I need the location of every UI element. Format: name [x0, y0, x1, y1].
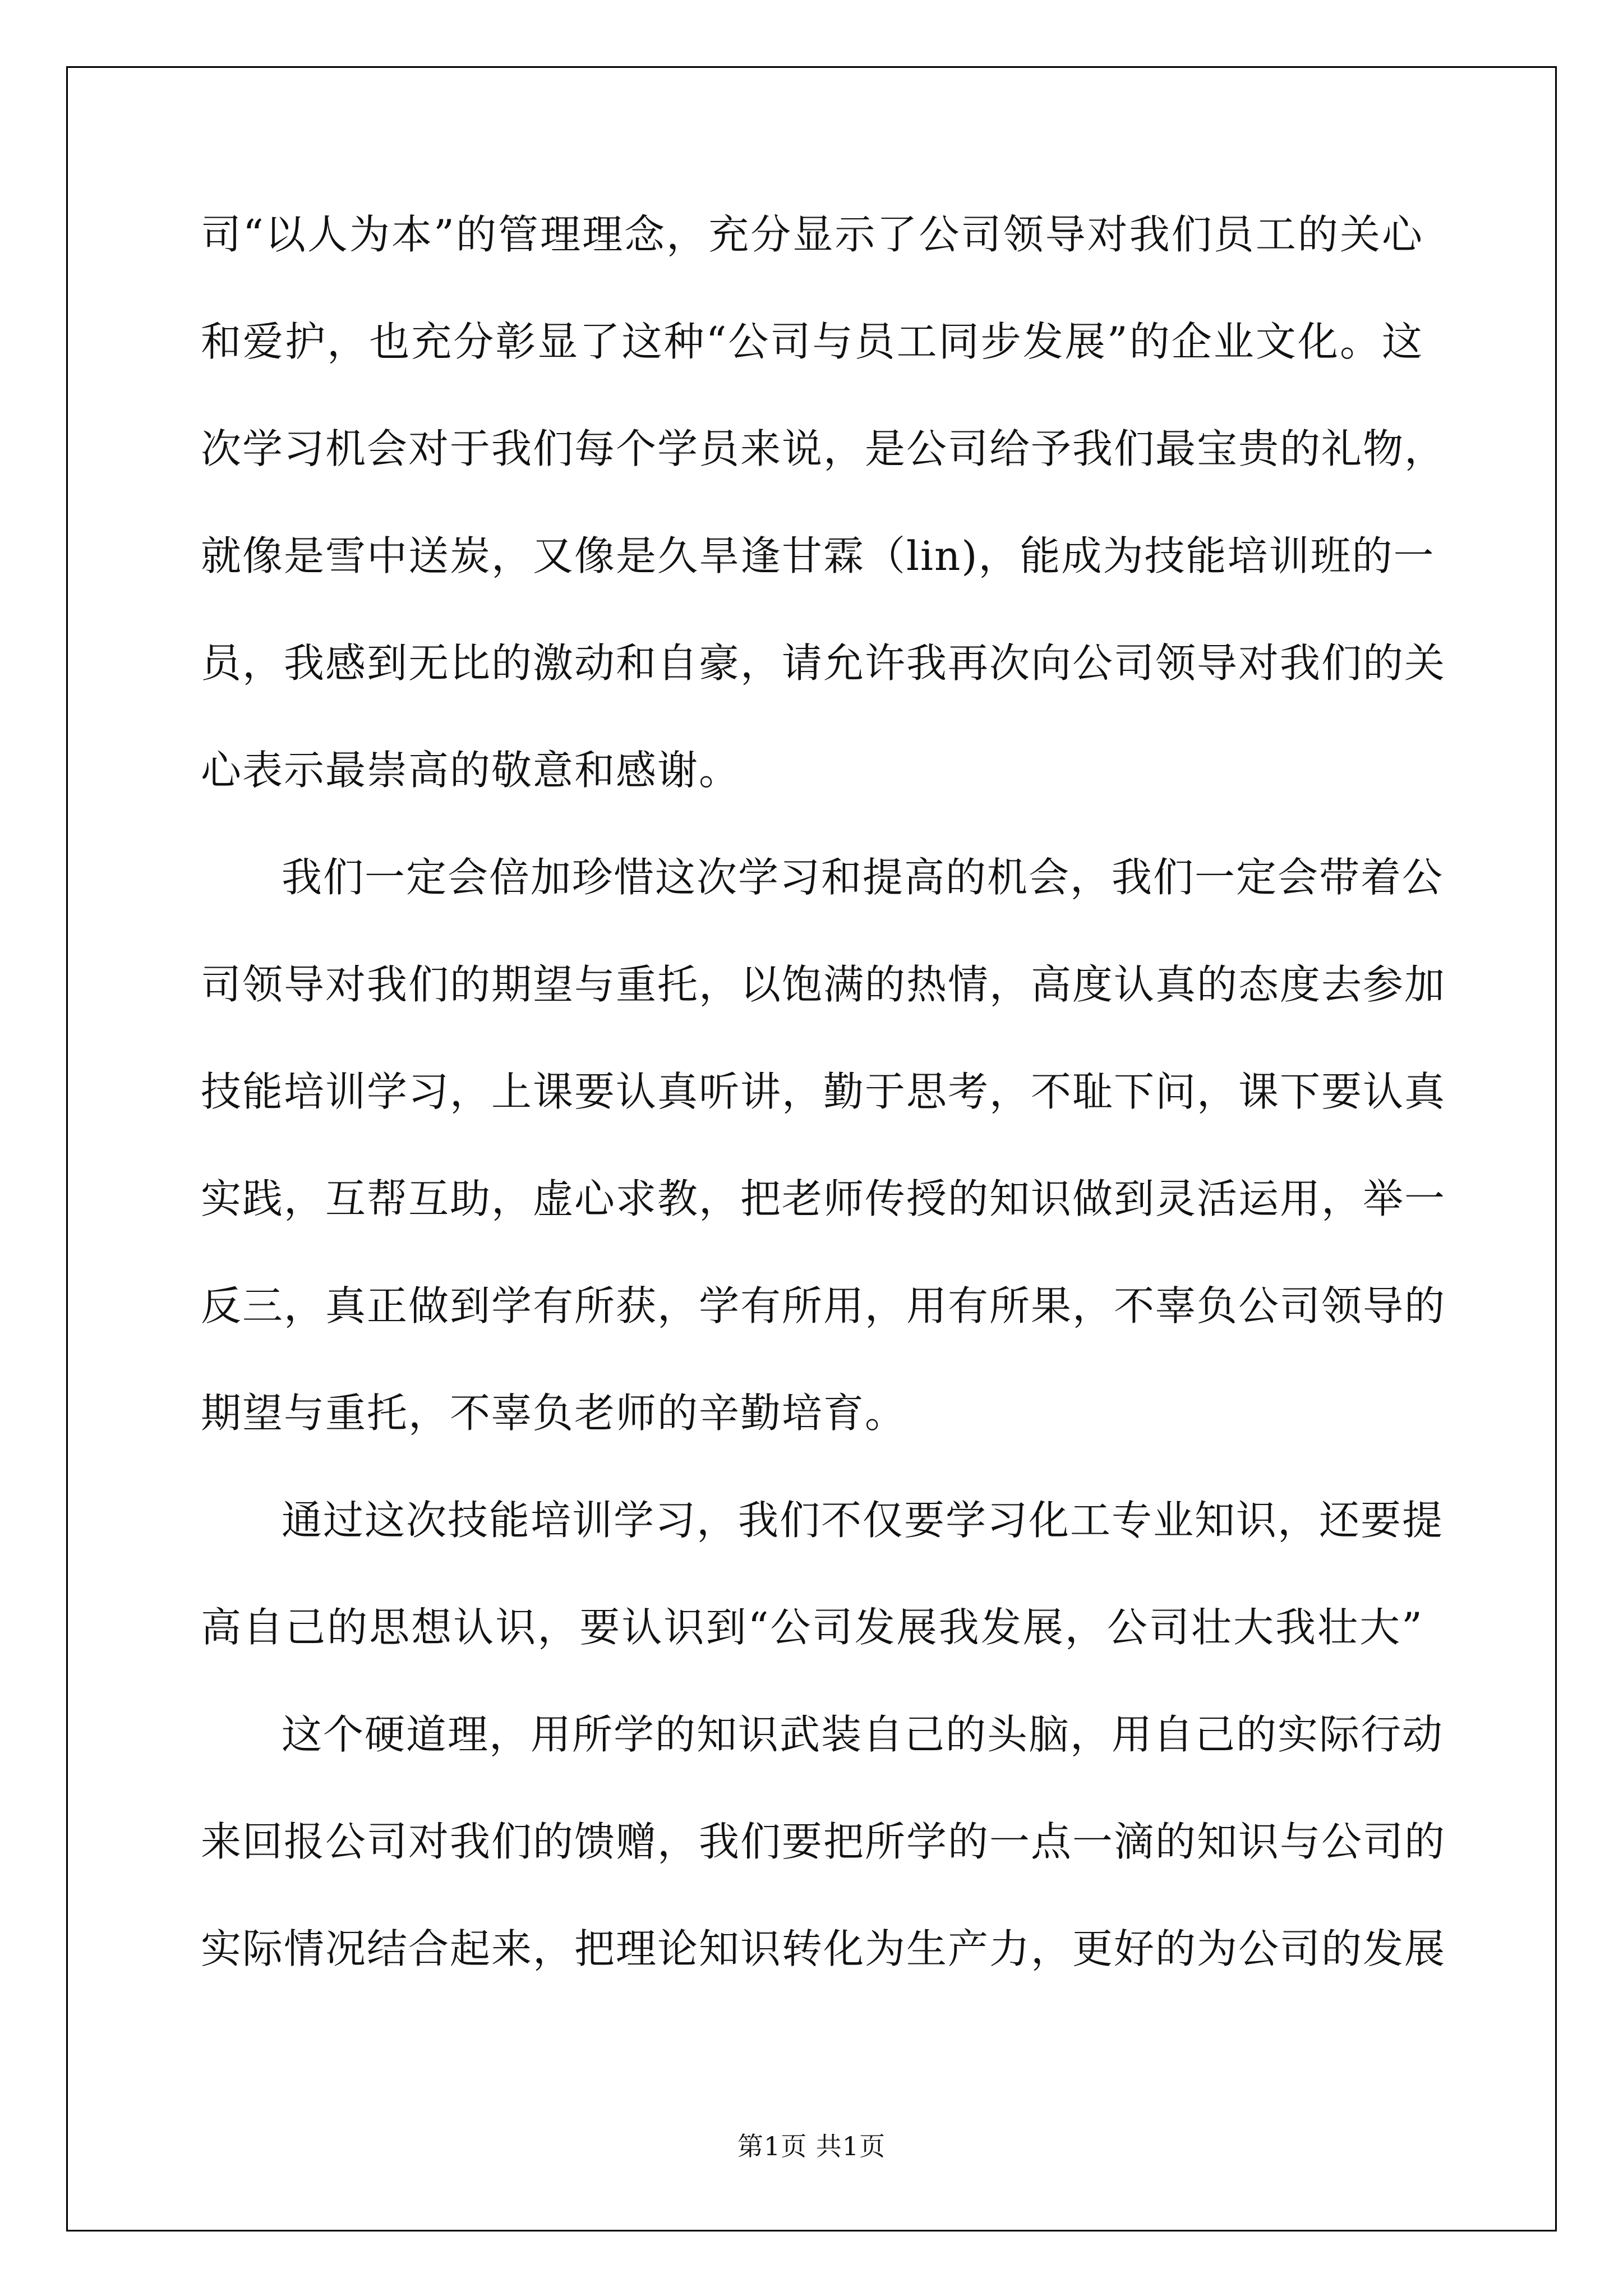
- body-line: 和爱护，也充分彰显了这种“公司与员工同步发展”的企业文化。这: [201, 318, 1423, 365]
- body-line: 司“以人为本”的管理理念，充分显示了公司领导对我们员工的关心: [201, 211, 1423, 258]
- body-line: 期望与重托，不辜负老师的辛勤培育。: [201, 1389, 907, 1437]
- body-line: 这个硬道理，用所学的知识武装自己的头脑，用自己的实际行动: [282, 1711, 1444, 1758]
- body-line: 心表示最崇高的敬意和感谢。: [201, 747, 741, 794]
- body-line: 通过这次技能培训学习，我们不仅要学习化工专业知识，还要提: [282, 1497, 1444, 1544]
- body-line: 高自己的思想认识，要认识到“公司发展我发展，公司壮大我壮大”: [201, 1604, 1423, 1651]
- body-line: 就像是雪中送炭，又像是久旱逢甘霖（lin)，能成为技能培训班的一: [201, 532, 1435, 579]
- body-line: 实际情况结合起来，把理论知识转化为生产力，更好的为公司的发展: [201, 1925, 1446, 1972]
- body-line: 我们一定会倍加珍惜这次学习和提高的机会，我们一定会带着公: [282, 854, 1444, 901]
- body-line: 员，我感到无比的激动和自豪，请允许我再次向公司领导对我们的关: [201, 639, 1446, 687]
- body-line: 技能培训学习，上课要认真听讲，勤于思考，不耻下问，课下要认真: [201, 1068, 1446, 1115]
- body-line: 来回报公司对我们的馈赠，我们要把所学的一点一滴的知识与公司的: [201, 1818, 1446, 1865]
- body-line: 次学习机会对于我们每个学员来说，是公司给予我们最宝贵的礼物，: [201, 425, 1446, 472]
- body-line: 反三，真正做到学有所获，学有所用，用有所果，不辜负公司领导的: [201, 1282, 1446, 1329]
- body-line: 司领导对我们的期望与重托，以饱满的热情，高度认真的态度去参加: [201, 961, 1446, 1008]
- page-number-footer: 第1页 共1页: [737, 2131, 886, 2161]
- document-body: [201, 201, 1446, 2022]
- body-line: 实践，互帮互助，虚心求教，把老师传授的知识做到灵活运用，举一: [201, 1175, 1446, 1222]
